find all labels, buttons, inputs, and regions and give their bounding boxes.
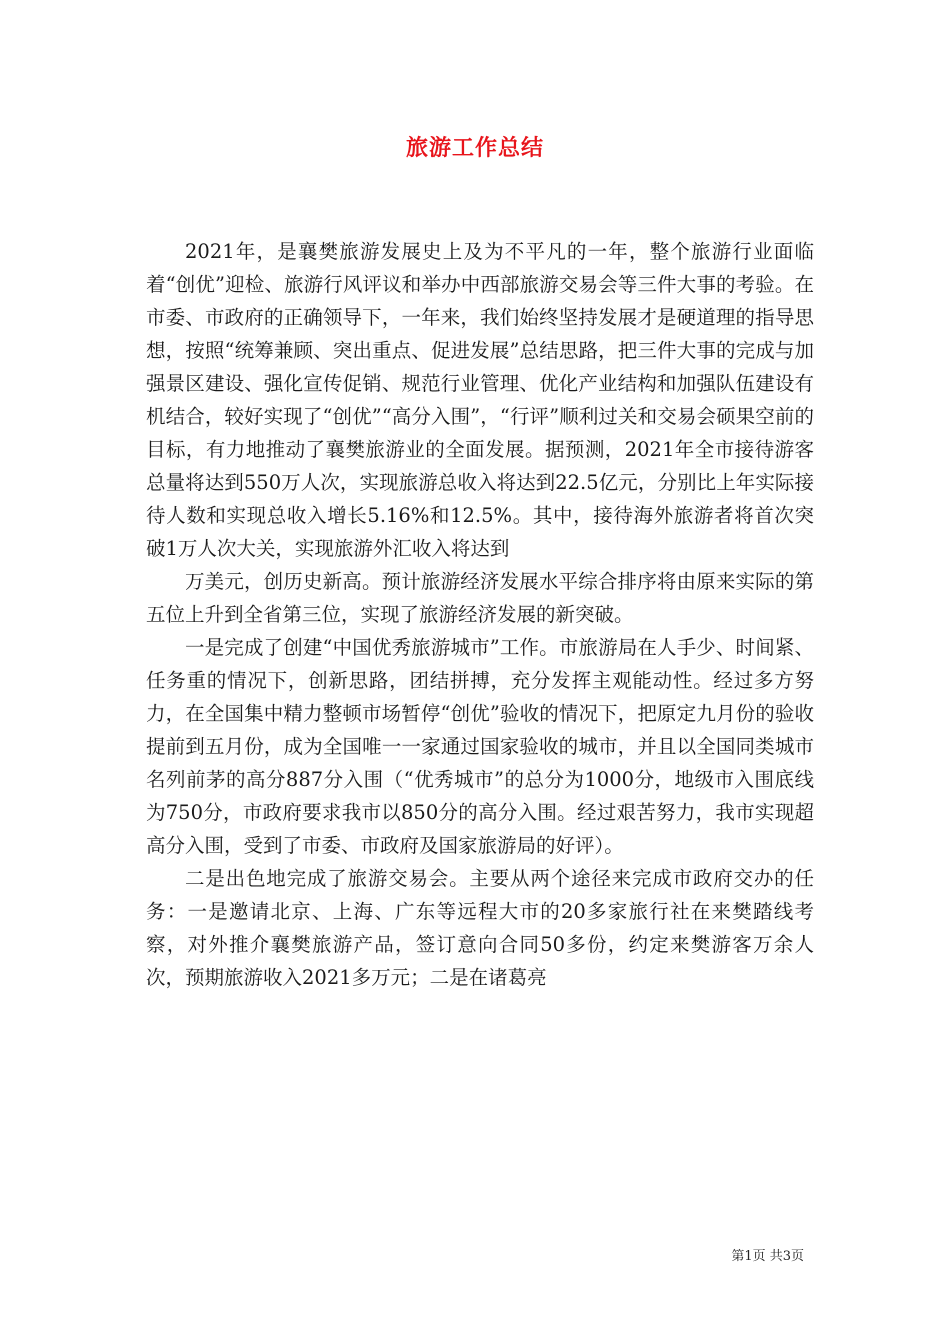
paragraph-intro: 2021年，是襄樊旅游发展史上及为不平凡的一年，整个旅游行业面临着“创优”迎检、旅游行风评议和举办中西部旅游交易会等三件大事的考验。在市委、市政府的正确领导下，一年来，我们始终坚持发展才是硬道理的指导思想，按照“统筹兼顾、突出重点、促进发展”总结思路，把三件大事的完成与加强景区建设、强化宣传促销、规范行业管理、优化产业结构和加强队伍建设有机结合，较好实现了“创优”“高分入围”，“行评”顺利过关和交易会硕果空前的目标，有力地推动了襄樊旅游业的全面发展。据预测，2021年全市接待游客总量将达到550万人次，实现旅游总收入将达到22.5亿元，分别比上年实际接待人数和实现总收入增长5.16%和12.5%。其中，接待海外旅游者将首次突破1万人次大关，实现旅游外汇收入将达到 xyxy=(146,240,814,560)
paragraph-trade-fair: 二是出色地完成了旅游交易会。主要从两个途径来完成市政府交办的任务：一是邀请北京、上海、广东等远程大市的20多家旅行社在来樊踏线考察，对外推介襄樊旅游产品，签订意向合同50多份，约定来樊游客万余人次，预期旅游收入2021多万元；二是在诸葛亮 xyxy=(146,867,814,989)
paragraph-excellent-city: 一是完成了创建“中国优秀旅游城市”工作。市旅游局在人手少、时间紧、任务重的情况下，创新思路，团结拼搏，充分发挥主观能动性。经过多方努力，在全国集中精力整顿市场暂停“创优”验收的情况下，把原定九月份的验收提前到五月份，成为全国唯一一家通过国家验收的城市，并且以全国同类城市名列前茅的高分887分入围（“优秀城市”的总分为1000分，地级市入围底线为750分，市政府要求我市以850分的高分入围。经过艰苦努力，我市实现超高分入围，受到了市委、市政府及国家旅游局的好评）。 xyxy=(146,636,814,857)
page-number: 第1页 共3页 xyxy=(731,1249,804,1264)
paragraph-forex: 万美元，创历史新高。预计旅游经济发展水平综合排序将由原来实际的第五位上升到全省第三位，实现了旅游经济发展的新突破。 xyxy=(146,570,814,626)
document-title: 旅游工作总结 xyxy=(405,135,544,161)
document-body xyxy=(146,235,814,994)
